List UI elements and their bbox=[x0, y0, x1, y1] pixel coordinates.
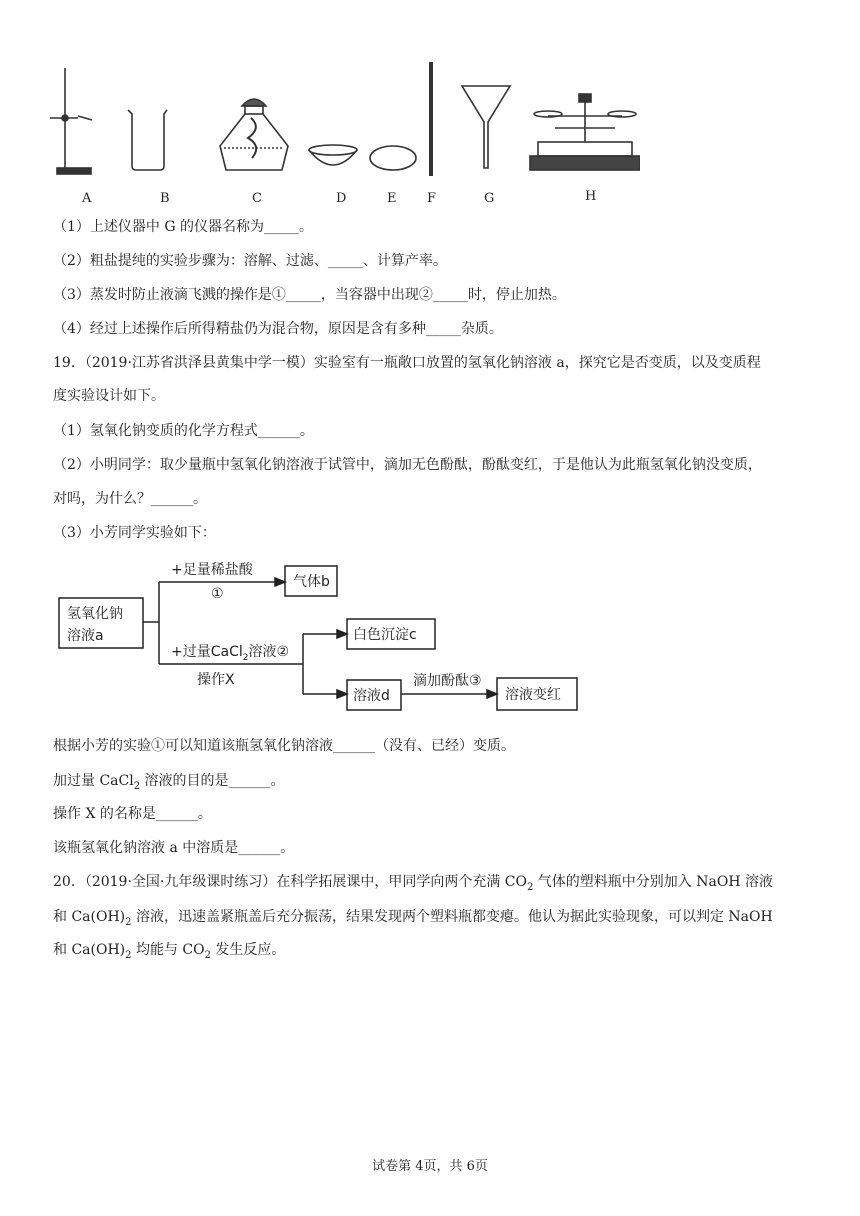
q20-line-2-a: 和 Ca(OH) bbox=[53, 909, 126, 925]
operation-x-label: 操作X bbox=[197, 672, 235, 688]
node-start-label-2: 溶液a bbox=[67, 628, 104, 644]
q20-line-3-sub2: 2 bbox=[204, 949, 211, 961]
q20-line-3-b: 均能与 CO bbox=[131, 942, 205, 958]
page-footer: 试卷第 4页，共 6页 bbox=[372, 1159, 488, 1174]
apparatus-label-d: D bbox=[336, 191, 347, 206]
q19-answer-2-pre: 加过量 CaCl bbox=[53, 773, 134, 789]
mid-reagent-subscript: 2 bbox=[242, 653, 249, 663]
apparatus-label-f: F bbox=[427, 191, 437, 206]
q19-answer-2-sub: 2 bbox=[133, 780, 141, 792]
q20-line-2-sub: 2 bbox=[125, 916, 132, 928]
q20-line-3-a: 和 Ca(OH) bbox=[53, 942, 126, 958]
q20-line-1-sub: 2 bbox=[526, 881, 534, 893]
q18-part-1: （1）上述仪器中 G 的仪器名称为_____。 bbox=[53, 219, 313, 235]
q19-part-2-line-2: 对吗，为什么？______。 bbox=[53, 491, 207, 507]
top-reagent-label: +足量稀盐酸 bbox=[171, 562, 253, 578]
apparatus-figure bbox=[40, 58, 640, 208]
q19-answer-4: 该瓶氢氧化钠溶液 a 中溶质是______。 bbox=[53, 840, 295, 856]
watch-glass-icon bbox=[370, 146, 416, 170]
beaker-icon bbox=[128, 110, 167, 170]
mid-reagent-part-b: 溶液② bbox=[248, 644, 290, 660]
q19-stem-line-2: 度实验设计如下。 bbox=[53, 388, 165, 404]
spirit-lamp-icon bbox=[220, 99, 288, 170]
funnel-icon bbox=[462, 86, 510, 168]
apparatus-label-e: E bbox=[387, 191, 397, 206]
q19-answer-3: 操作 X 的名称是______。 bbox=[53, 806, 212, 822]
q18-part-3: （3）蒸发时防止液滴飞溅的操作是①_____，当容器中出现②_____时，停止加热。 bbox=[53, 287, 566, 303]
q19-stem-line-1: 19．（2019·江苏省洪泽县黄集中学一模）实验室有一瓶敞口放置的氢氧化钠溶液 a，探究它是否变质，以及变质程 bbox=[53, 355, 761, 371]
q20-line-1-b: 气体的塑料瓶中分别加入 NaOH 溶液 bbox=[533, 874, 773, 890]
apparatus-label-a: A bbox=[82, 191, 92, 206]
q20-line-1-a: 20．（2019·全国·九年级课时练习）在科学拓展课中，甲同学向两个充满 CO bbox=[53, 874, 527, 890]
q20-line-2-b: 溶液，迅速盖紧瓶盖后充分振荡，结果发现两个塑料瓶都变瘪。他认为据此实验现象，可以判定 NaOH bbox=[131, 909, 773, 925]
iron-stand-icon bbox=[50, 68, 92, 174]
apparatus-label-c: C bbox=[252, 191, 262, 206]
mid-reagent-label bbox=[171, 643, 289, 663]
q19-answer-1: 根据小芳的实验①可以知道该瓶氢氧化钠溶液______（没有、已经）变质。 bbox=[53, 738, 515, 754]
q20-line-1 bbox=[53, 872, 773, 892]
q18-part-4: （4）经过上述操作后所得精盐仍为混合物，原因是含有多种_____杂质。 bbox=[53, 321, 503, 337]
node-start-label-1: 氢氧化钠 bbox=[67, 606, 123, 622]
q19-answer-2 bbox=[53, 771, 285, 791]
q20-line-3-sub1: 2 bbox=[125, 949, 132, 961]
precipitate-c-label: 白色沉淀c bbox=[353, 627, 417, 643]
q19-part-1: （1）氢氧化钠变质的化学方程式______。 bbox=[53, 423, 314, 439]
mid-reagent-part-a: +过量CaCl bbox=[171, 644, 243, 660]
apparatus-label-h: H bbox=[585, 189, 597, 204]
drop-phenol-label: 滴加酚酞③ bbox=[413, 673, 482, 689]
top-step-label: ① bbox=[211, 586, 224, 602]
solution-red-label: 溶液变红 bbox=[505, 687, 561, 703]
q19-part-2-line-1: （2）小明同学：取少量瓶中氢氧化钠溶液于试管中，滴加无色酚酞，酚酞变红，于是他认为此瓶氢氧化钠没变质， bbox=[53, 457, 762, 473]
q18-part-2: （2）粗盐提纯的实验步骤为：溶解、过滤、_____、计算产率。 bbox=[53, 253, 447, 269]
experiment-flow-diagram bbox=[55, 552, 595, 717]
q19-answer-2-post: 溶液的目的是______。 bbox=[140, 773, 285, 789]
q20-line-3-c: 发生反应。 bbox=[210, 942, 286, 958]
apparatus-label-b: B bbox=[160, 191, 170, 206]
balance-icon bbox=[530, 94, 640, 170]
q20-line-3 bbox=[53, 940, 285, 960]
solution-d-label: 溶液d bbox=[353, 688, 390, 704]
gas-b-label: 气体b bbox=[293, 574, 330, 590]
evaporating-dish-icon bbox=[309, 145, 357, 165]
q19-part-3: （3）小芳同学实验如下： bbox=[53, 525, 216, 541]
q20-line-2 bbox=[53, 907, 773, 927]
apparatus-label-g: G bbox=[484, 191, 495, 206]
